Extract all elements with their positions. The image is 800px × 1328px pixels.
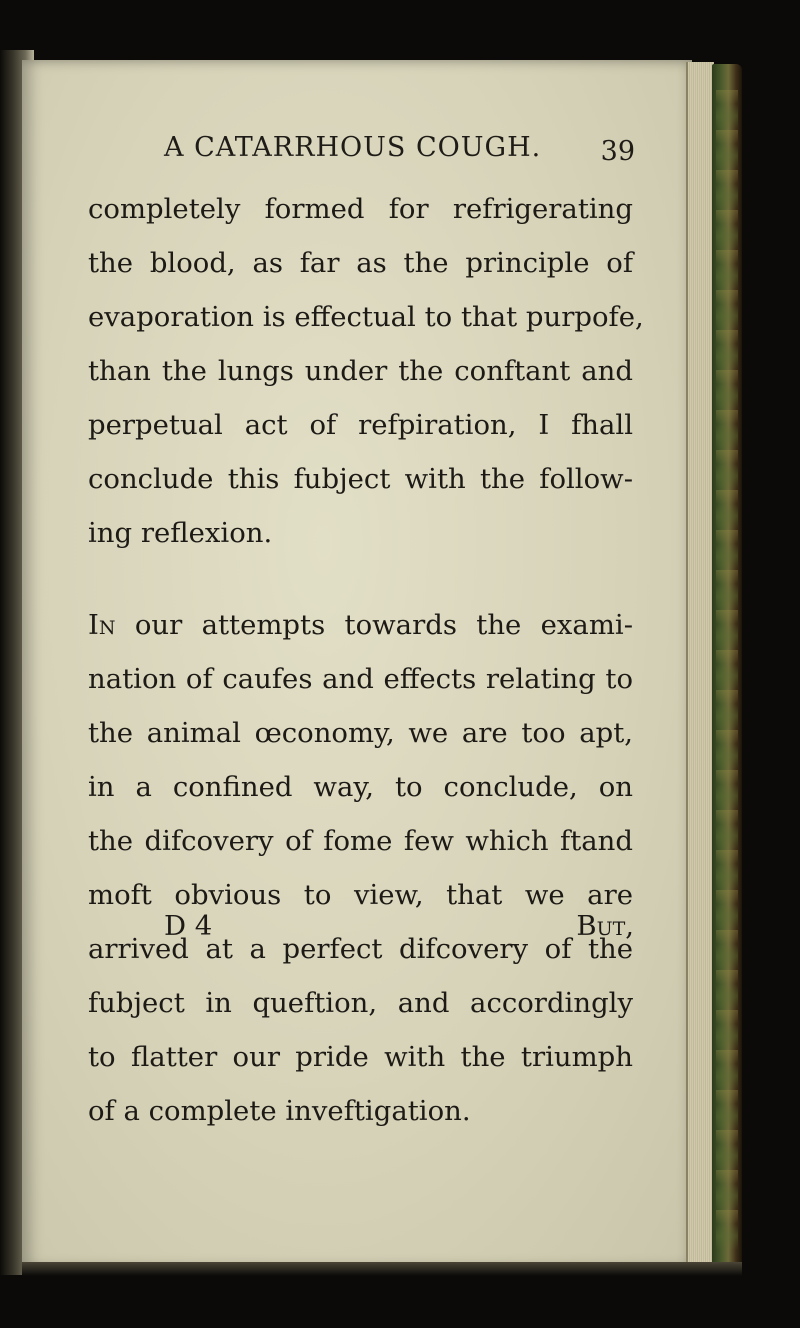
text-line: than the lungs under the conftant and — [88, 355, 633, 387]
text-line: the difcovery of fome few which ftand — [88, 825, 633, 857]
text-line: the blood, as far as the principle of — [88, 247, 633, 279]
text-line: moft obvious to view, that we are — [88, 879, 633, 911]
catchword: But, — [576, 910, 634, 942]
text-line: nation of caufes and effects relating to — [88, 663, 633, 695]
page-bottom-shadow — [22, 1262, 742, 1276]
opening-words: In — [88, 609, 116, 641]
text-line: to flatter our pride with the triumph — [88, 1041, 633, 1073]
text-line-first — [88, 598, 633, 652]
text-line: ing reflexion. — [88, 517, 273, 549]
running-head-title: A CATARRHOUS COUGH. — [164, 132, 542, 163]
text-line: evaporation is effectual to that purpofe, — [88, 301, 644, 333]
signature-mark: D 4 — [164, 910, 213, 942]
paragraph-gap — [88, 560, 633, 598]
cover-marbling — [716, 90, 738, 1250]
page-number: 39 — [600, 136, 635, 167]
text-line: completely formed for refrigerating — [88, 193, 633, 225]
text-line: the animal œconomy, we are too apt, — [88, 717, 633, 749]
text-line: fubject in queftion, and accordingly — [88, 987, 633, 1019]
page-edges — [686, 62, 714, 1262]
paragraph-2 — [88, 598, 633, 1138]
paragraph-1 — [88, 182, 644, 560]
text-line: arrived at a perfect difcovery of the — [88, 933, 633, 965]
text-line: conclude this fubject with the follow- — [88, 463, 633, 495]
text-line-rest: our attempts towards the exami- — [115, 609, 633, 641]
text-line: perpetual act of refpiration, I fhall — [88, 409, 633, 441]
text-line: of a complete inveftigation. — [88, 1095, 471, 1127]
body-text — [88, 182, 644, 1138]
running-head — [140, 132, 635, 172]
text-line: in a confined way, to conclude, on — [88, 771, 633, 803]
page-footer — [164, 910, 634, 950]
